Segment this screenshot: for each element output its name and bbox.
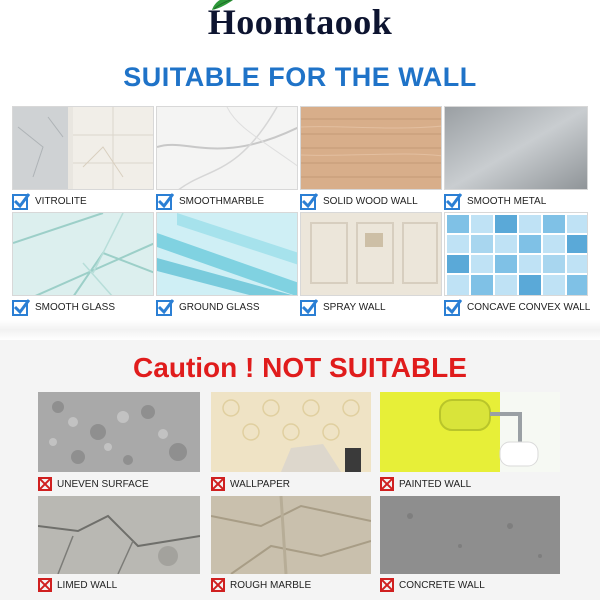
- suitable-label: GROUND GLASS: [179, 301, 260, 313]
- checkbox-checked-icon: [156, 192, 174, 210]
- brand-logo: [208, 0, 393, 44]
- suitable-label: SOLID WOOD WALL: [323, 195, 418, 207]
- not-suitable-label: UNEVEN SURFACE: [57, 478, 149, 490]
- smooth-marble-image: [156, 106, 298, 190]
- suitable-tile: [156, 212, 298, 320]
- leaf-icon: [210, 0, 238, 12]
- suitable-label: SMOOTH METAL: [467, 195, 547, 207]
- checkbox-checked-icon: [300, 192, 318, 210]
- painted-wall-image: [380, 392, 560, 472]
- suitable-label: SMOOTHMARBLE: [179, 195, 265, 207]
- not-suitable-tile: [38, 392, 200, 496]
- cross-box-icon: [211, 578, 225, 592]
- concrete-wall-image: [380, 496, 560, 574]
- suitable-tile: [156, 106, 298, 214]
- suitable-label-row: [156, 192, 264, 210]
- not-suitable-label-row: [38, 477, 149, 491]
- suitable-label-row: [12, 192, 87, 210]
- rough-marble-image: [211, 496, 371, 574]
- suitable-title: SUITABLE FOR THE WALL: [123, 62, 477, 92]
- cross-box-icon: [38, 477, 52, 491]
- not-suitable-label-row: [38, 578, 117, 592]
- not-suitable-tile: [211, 392, 371, 496]
- ground-glass-image: [156, 212, 298, 296]
- checkbox-checked-icon: [156, 298, 174, 316]
- not-suitable-tile: [211, 496, 371, 596]
- wallpaper-image: [211, 392, 371, 472]
- suitable-label-row: [444, 298, 590, 316]
- suitable-label-row: [12, 298, 115, 316]
- not-suitable-label-row: [380, 477, 471, 491]
- not-suitable-tile: [380, 496, 560, 596]
- suitable-label-row: [300, 192, 418, 210]
- brand-name: Hoomtaook: [207, 2, 393, 42]
- brand-header: [0, 0, 600, 44]
- not-suitable-tile: [380, 392, 560, 496]
- cross-box-icon: [380, 477, 394, 491]
- suitable-label: SMOOTH GLASS: [35, 301, 116, 313]
- cross-box-icon: [38, 578, 52, 592]
- suitable-tile: [444, 212, 591, 320]
- not-suitable-label-row: [211, 477, 290, 491]
- not-suitable-label: ROUGH MARBLE: [230, 579, 312, 591]
- checkbox-checked-icon: [300, 298, 318, 316]
- suitable-label-row: [444, 192, 546, 210]
- smooth-glass-image: [12, 212, 154, 296]
- suitable-tile: [12, 106, 154, 214]
- smooth-metal-image: [444, 106, 588, 190]
- not-suitable-label: CONCRETE WALL: [399, 579, 485, 591]
- concave-convex-image: [444, 212, 588, 296]
- suitable-tile: [300, 212, 442, 320]
- not-suitable-label: LIMED WALL: [57, 579, 118, 591]
- solid-wood-image: [300, 106, 442, 190]
- checkbox-checked-icon: [444, 192, 462, 210]
- suitable-label: VITROLITE: [35, 195, 87, 207]
- spray-wall-image: [300, 212, 442, 296]
- not-suitable-label-row: [211, 578, 311, 592]
- suitable-label: SPRAY WALL: [323, 301, 386, 313]
- checkbox-checked-icon: [12, 298, 30, 316]
- checkbox-checked-icon: [444, 298, 462, 316]
- suitable-tile: [300, 106, 442, 214]
- not-suitable-label: WALLPAPER: [230, 478, 291, 490]
- suitable-label-row: [156, 298, 260, 316]
- limed-wall-image: [38, 496, 200, 574]
- not-suitable-label: PAINTED WALL: [399, 478, 472, 490]
- suitable-tile: [444, 106, 588, 214]
- vitrolite-image: [12, 106, 154, 190]
- cross-box-icon: [380, 578, 394, 592]
- suitable-tile: [12, 212, 154, 320]
- not-suitable-title: Caution ! NOT SUITABLE: [133, 352, 467, 383]
- cross-box-icon: [211, 477, 225, 491]
- uneven-surface-image: [38, 392, 200, 472]
- suitable-label-row: [300, 298, 386, 316]
- checkbox-checked-icon: [12, 192, 30, 210]
- not-suitable-tile: [38, 496, 200, 596]
- suitable-label: CONCAVE CONVEX WALL: [467, 301, 591, 313]
- section-divider: [0, 320, 600, 340]
- not-suitable-label-row: [380, 578, 485, 592]
